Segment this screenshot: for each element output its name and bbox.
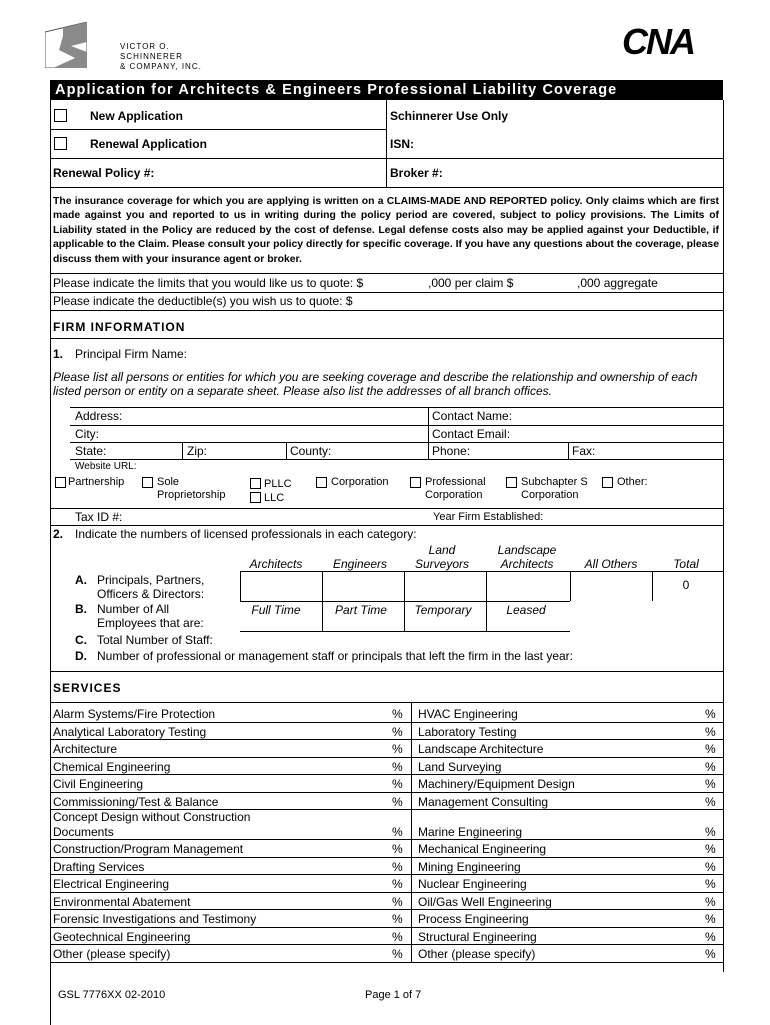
pct-sign: % <box>392 895 403 909</box>
row-a-line-1: Principals, Partners, <box>97 573 205 587</box>
service-right: HVAC Engineering <box>418 707 518 721</box>
pct-sign: % <box>392 795 403 809</box>
company-line-2: SCHINNERER <box>120 52 183 61</box>
rule <box>182 442 183 459</box>
subchapter-line-2: Corporation <box>521 489 579 501</box>
rule <box>50 722 723 723</box>
website-label: Website URL: <box>75 461 137 472</box>
professional-line-2: Corporation <box>425 489 483 501</box>
company-line-1: VICTOR O. <box>120 42 170 51</box>
deductible-label: Please indicate the deductible(s) you wish us to quote: $ <box>53 294 353 308</box>
other-entity-label: Other: <box>617 476 648 488</box>
services-heading: SERVICES <box>53 681 122 695</box>
rule <box>50 702 723 703</box>
q2-label: Indicate the numbers of licensed professionals in each category: <box>75 527 417 541</box>
fax-label: Fax: <box>572 444 596 458</box>
renewal-policy-input[interactable] <box>140 163 380 183</box>
zip-input[interactable] <box>212 443 284 458</box>
row-a-line-2: Officers & Directors: <box>97 587 205 601</box>
pct-sign: % <box>392 912 403 926</box>
rule <box>50 774 723 775</box>
page-number: Page 1 of 7 <box>365 989 422 1001</box>
broker-label: Broker #: <box>390 166 443 180</box>
city-input[interactable] <box>105 426 420 442</box>
corporation-label: Corporation <box>331 476 389 488</box>
deductible-input[interactable] <box>360 293 710 309</box>
q1-number: 1. <box>53 347 64 361</box>
subchapter-s-checkbox[interactable] <box>506 477 517 488</box>
rule <box>50 310 723 311</box>
service-right: Mechanical Engineering <box>418 842 547 856</box>
land-surveyors-principals-input[interactable] <box>406 573 484 599</box>
service-left: Concept Design without Construction <box>53 810 251 824</box>
cna-logo-text: CNA <box>622 21 694 62</box>
tax-id-label: Tax ID #: <box>75 510 123 524</box>
rule <box>652 571 653 601</box>
per-claim-label: ,000 per claim $ <box>428 276 514 290</box>
landscape-principals-input[interactable] <box>488 573 568 599</box>
fax-input[interactable] <box>600 443 715 458</box>
pct-sign: % <box>392 742 403 756</box>
limit-per-claim-input[interactable] <box>360 274 428 290</box>
right-border <box>723 100 724 972</box>
row-a-letter: A. <box>75 573 87 587</box>
other-entity-input[interactable] <box>650 475 715 489</box>
address-label: Address: <box>75 409 123 423</box>
llc-label: LLC <box>264 492 285 504</box>
schinnerer-use-only-label: Schinnerer Use Only <box>390 109 509 123</box>
contact-email-label: Contact Email: <box>432 427 511 441</box>
rule <box>50 671 723 672</box>
row-a-label <box>97 573 204 601</box>
row-b-line-2: Employees that are: <box>97 616 204 630</box>
col-part-time: Part Time <box>335 603 387 617</box>
professional-line-1: Professional <box>425 476 486 488</box>
pct-sign: % <box>705 725 716 739</box>
firm-info-heading: FIRM INFORMATION <box>53 320 186 334</box>
col-full-time: Full Time <box>251 603 301 617</box>
rule <box>50 792 723 793</box>
service-right: Process Engineering <box>418 912 529 926</box>
tax-id-input[interactable] <box>130 509 420 524</box>
all-others-principals-input[interactable] <box>572 573 650 599</box>
service-left: Environmental Abatement <box>53 895 191 909</box>
pct-sign: % <box>705 707 716 721</box>
q2-number: 2. <box>53 527 64 541</box>
service-right: Structural Engineering <box>418 930 537 944</box>
service-right: Oil/Gas Well Engineering <box>418 895 552 909</box>
sole-line-1: Sole <box>157 476 180 488</box>
engineers-principals-input[interactable] <box>324 573 402 599</box>
pct-sign: % <box>392 777 403 791</box>
claims-made-notice: The insurance coverage for which you are applying is written on a CLAIMS-MADE AND REPORTED policy. Only claims which are first made against you and reported to us in writing during the policy period are covered, subject to policy provisions. The Limits of Liability stated in the Policy are reduced by the cost of defense. Legal defense costs also may be applied against your Deductible, if applicable to the Claim. Please consult your policy directly for specific coverage. If you have any questions about the coverage, please discuss them with your insurance agent or broker. <box>53 196 719 265</box>
other-entity-checkbox[interactable] <box>602 477 613 488</box>
landscape-line-2: Architects <box>500 557 554 571</box>
isn-label: ISN: <box>390 137 414 151</box>
phone-input[interactable] <box>475 443 565 458</box>
sole-line-2: Proprietorship <box>157 489 226 501</box>
llc-checkbox[interactable] <box>250 492 261 503</box>
land-line-1: Land <box>428 543 456 557</box>
rule <box>240 601 570 602</box>
service-right: Land Surveying <box>418 760 502 774</box>
row-d-label: Number of professional or management staff or principals that left the firm in the last year: <box>97 649 574 663</box>
col-engineers: Engineers <box>332 557 388 571</box>
services-divider <box>411 702 412 962</box>
pct-sign: % <box>705 777 716 791</box>
aggregate-label: ,000 aggregate <box>577 276 658 290</box>
pllc-checkbox[interactable] <box>250 478 261 489</box>
row-c-label: Total Number of Staff: <box>97 633 213 647</box>
left-border <box>50 100 51 1025</box>
sole-proprietorship-label <box>157 476 225 502</box>
principal-firm-name-label: Principal Firm Name: <box>75 347 188 361</box>
renewal-application-checkbox[interactable] <box>54 137 67 150</box>
phone-label: Phone: <box>432 444 471 458</box>
rule <box>50 338 723 339</box>
service-left: Architecture <box>53 742 118 756</box>
service-left: Analytical Laboratory Testing <box>53 725 207 739</box>
landscape-line-1: Landscape <box>497 543 557 557</box>
rule <box>50 927 723 928</box>
partnership-label: Partnership <box>68 476 125 488</box>
rule <box>570 571 571 601</box>
rule <box>240 571 723 572</box>
state-input[interactable] <box>110 443 180 458</box>
zip-label: Zip: <box>187 444 208 458</box>
service-left: Drafting Services <box>53 860 145 874</box>
isn-input[interactable] <box>420 134 715 154</box>
broker-input[interactable] <box>445 163 715 183</box>
row-b-letter: B. <box>75 602 87 616</box>
rule <box>50 525 723 526</box>
service-left: Commissioning/Test & Balance <box>53 795 219 809</box>
service-right: Laboratory Testing <box>418 725 517 739</box>
limits-label: Please indicate the limits that you would like us to quote: $ <box>53 276 364 290</box>
pct-sign: % <box>705 895 716 909</box>
col-architects: Architects <box>249 557 303 571</box>
pct-sign: % <box>705 742 716 756</box>
contact-email-input[interactable] <box>520 426 715 442</box>
service-right: Mining Engineering <box>418 860 521 874</box>
col-temporary: Temporary <box>414 603 472 617</box>
pct-sign: % <box>392 930 403 944</box>
rule <box>50 839 723 840</box>
rule <box>240 571 241 601</box>
col-leased: Leased <box>506 603 546 617</box>
pct-sign: % <box>392 725 403 739</box>
form-number: GSL 7776XX 02-2010 <box>58 989 166 1001</box>
professional-corporation-label <box>425 476 486 502</box>
col-total: Total <box>673 557 699 571</box>
service-right: Landscape Architecture <box>418 742 544 756</box>
city-label: City: <box>75 427 99 441</box>
subchapter-s-label <box>521 476 588 502</box>
service-left: Chemical Engineering <box>53 760 171 774</box>
service-left: Documents <box>53 825 114 839</box>
pllc-label: PLLC <box>264 478 292 490</box>
pct-sign: % <box>705 842 716 856</box>
new-application-label: New Application <box>90 109 183 123</box>
form-title: Application for Architects & Engineers Professional Liability Coverage <box>55 82 618 98</box>
limit-aggregate-input[interactable] <box>518 274 576 290</box>
pct-sign: % <box>705 825 716 839</box>
website-input[interactable] <box>145 460 715 473</box>
service-right: Management Consulting <box>418 795 549 809</box>
partnership-checkbox[interactable] <box>55 477 66 488</box>
principals-total-value: 0 <box>682 578 690 592</box>
service-right: Marine Engineering <box>418 825 523 839</box>
col-all-others: All Others <box>584 557 638 571</box>
pct-sign: % <box>705 912 716 926</box>
company-line-3: & COMPANY, INC. <box>120 62 202 71</box>
service-right: Machinery/Equipment Design <box>418 777 575 791</box>
renewal-policy-label: Renewal Policy #: <box>53 166 155 180</box>
land-line-2: Surveyors <box>414 557 470 571</box>
pct-sign: % <box>705 877 716 891</box>
rule <box>568 442 569 459</box>
col-land-surveyors <box>406 543 478 571</box>
top-box-divider <box>386 100 387 187</box>
rule <box>50 857 723 858</box>
pct-sign: % <box>392 760 403 774</box>
company-name <box>120 42 202 72</box>
schinnerer-logo <box>45 22 117 68</box>
row-d-letter: D. <box>75 649 87 663</box>
rule <box>428 407 429 459</box>
pct-sign: % <box>392 825 403 839</box>
service-left: Electrical Engineering <box>53 877 170 891</box>
col-landscape-architects <box>488 543 566 571</box>
service-left: Alarm Systems/Fire Protection <box>53 707 216 721</box>
service-left: Forensic Investigations and Testimony <box>53 912 257 926</box>
service-left: Civil Engineering <box>53 777 144 791</box>
entities-instructions: Please list all persons or entities for which you are seeking coverage and describe the relationship and ownership of each listed person or entity on a separate sheet. Please also list the addresses of all branch offices. <box>53 370 698 398</box>
rule <box>50 158 723 159</box>
staff-left-input[interactable] <box>600 648 715 663</box>
year-established-input[interactable] <box>550 509 715 524</box>
contact-name-label: Contact Name: <box>432 409 513 423</box>
new-application-checkbox[interactable] <box>54 109 67 122</box>
year-established-label: Year Firm Established: <box>433 511 544 523</box>
address-input[interactable] <box>130 408 420 424</box>
principal-firm-name-input[interactable] <box>190 344 715 362</box>
pct-sign: % <box>705 760 716 774</box>
county-label: County: <box>290 444 332 458</box>
pct-sign: % <box>392 860 403 874</box>
rule <box>50 809 723 810</box>
service-right: Other (please specify) <box>418 947 536 961</box>
rule <box>50 944 723 945</box>
corporation-checkbox[interactable] <box>316 477 327 488</box>
pct-sign: % <box>705 795 716 809</box>
pct-sign: % <box>392 947 403 961</box>
rule <box>50 962 723 963</box>
row-b-line-1: Number of All <box>97 602 170 616</box>
service-left: Geotechnical Engineering <box>53 930 191 944</box>
professional-corporation-checkbox[interactable] <box>410 477 421 488</box>
rule <box>50 909 723 910</box>
state-label: State: <box>75 444 107 458</box>
architects-principals-input[interactable] <box>242 573 320 599</box>
pct-sign: % <box>392 842 403 856</box>
rule <box>50 187 723 188</box>
total-staff-input[interactable] <box>225 632 715 647</box>
service-left: Other (please specify) <box>53 947 171 961</box>
rule <box>50 129 386 130</box>
rule <box>50 739 723 740</box>
service-left: Construction/Program Management <box>53 842 244 856</box>
pct-sign: % <box>705 860 716 874</box>
pct-sign: % <box>392 707 403 721</box>
rule <box>50 892 723 893</box>
pct-sign: % <box>392 877 403 891</box>
rule <box>50 757 723 758</box>
cna-logo <box>622 22 694 62</box>
sole-proprietorship-checkbox[interactable] <box>142 477 153 488</box>
county-input[interactable] <box>336 443 426 458</box>
subchapter-line-1: Subchapter S <box>521 476 588 488</box>
service-right: Nuclear Engineering <box>418 877 527 891</box>
row-b-label <box>97 602 204 630</box>
rule <box>286 442 287 459</box>
row-c-letter: C. <box>75 633 87 647</box>
contact-name-input[interactable] <box>520 408 715 424</box>
pct-sign: % <box>705 947 716 961</box>
renewal-application-label: Renewal Application <box>90 137 207 151</box>
pct-sign: % <box>705 930 716 944</box>
rule <box>50 874 723 875</box>
